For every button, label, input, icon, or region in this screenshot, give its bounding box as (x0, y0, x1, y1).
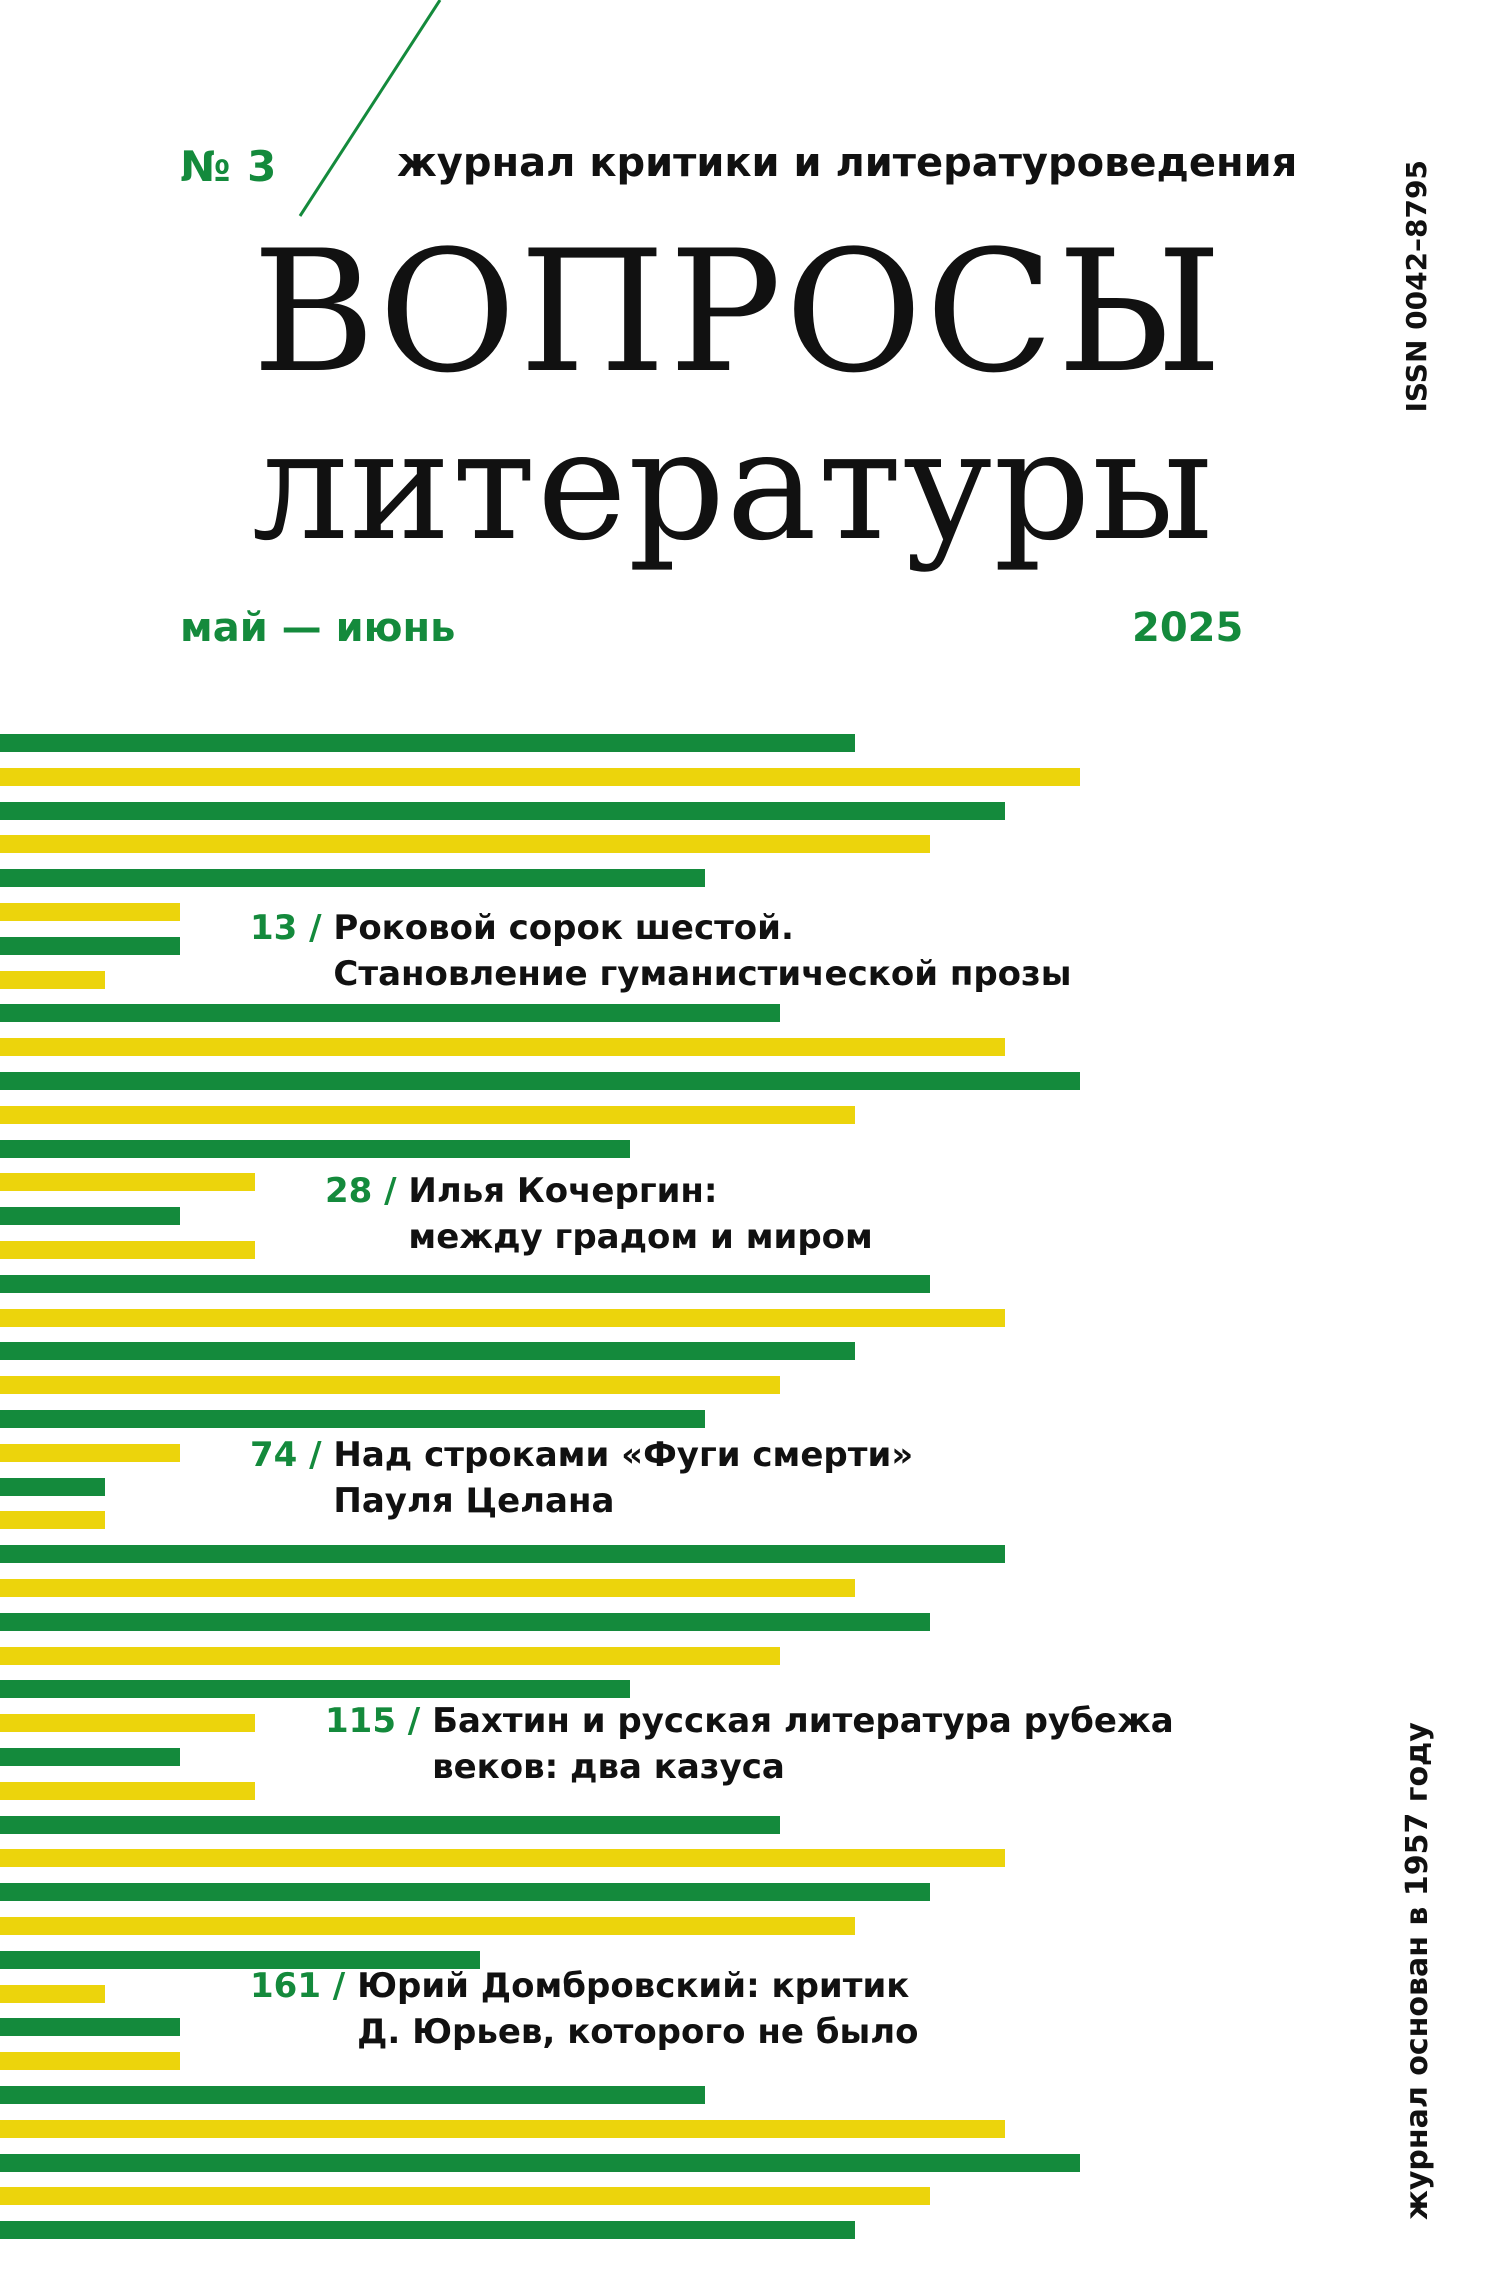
stripe-bar (0, 1849, 1005, 1867)
journal-title-line1: ВОПРОСЫ (252, 214, 1226, 410)
stripe-bar (0, 2086, 705, 2104)
stripe-bar (0, 1883, 930, 1901)
stripe-bar (0, 1680, 630, 1698)
toc-entry (250, 1963, 918, 2055)
toc-title: Юрий Домбровский: критик (357, 1966, 910, 2006)
stripe-bar (0, 1816, 780, 1834)
stripe-bar (0, 2187, 930, 2205)
stripe-bar (0, 1545, 1005, 1563)
journal-subtitle: журнал критики и литературоведения (397, 140, 1298, 186)
stripe-bar (0, 1140, 630, 1158)
stripe-bar (0, 1038, 1005, 1056)
toc-entry-line2: веков: два казуса (432, 1747, 785, 1787)
stripe-bar (0, 1309, 1005, 1327)
stripe-bar (0, 802, 1005, 820)
toc-page-number: 161 / (250, 1966, 358, 2006)
toc-entry (325, 1698, 1174, 1790)
stripe-bar (0, 1173, 255, 1191)
stripe-bar (0, 1714, 255, 1732)
stripe-bar (0, 768, 1080, 786)
stripe-bar (0, 971, 105, 989)
toc-entry-line2: Пауля Целана (333, 1481, 615, 1521)
stripe-bar (0, 1985, 105, 2003)
toc-entry-line1 (325, 1698, 1174, 1744)
toc-page-number: 74 / (250, 1435, 334, 1475)
toc-entry-line1 (250, 1432, 913, 1478)
stripe-bar (0, 1342, 855, 1360)
toc-title: Бахтин и русская литература рубежа (432, 1701, 1174, 1741)
toc-title: Илья Кочергин: (408, 1171, 718, 1211)
stripe-bar (0, 1782, 255, 1800)
stripe-bar (0, 1613, 930, 1631)
stripe-bar (0, 1106, 855, 1124)
issn-label: ISSN 0042–8795 (1400, 160, 1433, 413)
issue-months: май — июнь (180, 605, 456, 651)
stripe-bar (0, 903, 180, 921)
stripe-bar (0, 2120, 1005, 2138)
stripe-bar (0, 937, 180, 955)
toc-page-number: 115 / (325, 1701, 433, 1741)
toc-entry (250, 905, 1072, 997)
stripe-bar (0, 1917, 855, 1935)
journal-title-line2: литературы (252, 397, 1214, 574)
stripe-bar (0, 1410, 705, 1428)
toc-title: Над строками «Фуги смерти» (333, 1435, 914, 1475)
toc-entry-line1 (250, 905, 1072, 951)
toc-entry-line2: между градом и миром (408, 1217, 873, 1257)
toc-entry-line1 (325, 1168, 873, 1214)
stripe-bar (0, 1376, 780, 1394)
stripe-bar (0, 1207, 180, 1225)
toc-entry-line1 (250, 1963, 918, 2009)
stripe-bar (0, 2154, 1080, 2172)
toc-entry (325, 1168, 873, 1260)
toc-entry-line2: Д. Юрьев, которого не было (357, 2012, 919, 2052)
stripe-bar (0, 1647, 780, 1665)
toc-page-number: 28 / (325, 1171, 409, 1211)
stripe-bar (0, 2052, 180, 2070)
toc-entry (250, 1432, 913, 1524)
stripe-bar (0, 1072, 1080, 1090)
toc-entry-line2: Становление гуманистической прозы (333, 954, 1072, 994)
stripe-bar (0, 734, 855, 752)
stripe-bar (0, 1579, 855, 1597)
stripe-bar (0, 1241, 255, 1259)
stripe-bar (0, 2018, 180, 2036)
issue-year: 2025 (1132, 605, 1244, 651)
stripe-bar (0, 1478, 105, 1496)
stripe-bar (0, 2221, 855, 2239)
issue-number: № 3 (180, 142, 278, 191)
stripe-bar (0, 835, 930, 853)
stripe-bar (0, 1511, 105, 1529)
stripe-bar (0, 1004, 780, 1022)
stripe-bar (0, 1444, 180, 1462)
stripe-bar (0, 869, 705, 887)
toc-page-number: 13 / (250, 908, 334, 948)
toc-title: Роковой сорок шестой. (333, 908, 794, 948)
founded-label: журнал основан в 1957 году (1400, 1722, 1435, 2220)
stripe-bar (0, 1748, 180, 1766)
stripe-bar (0, 1275, 930, 1293)
